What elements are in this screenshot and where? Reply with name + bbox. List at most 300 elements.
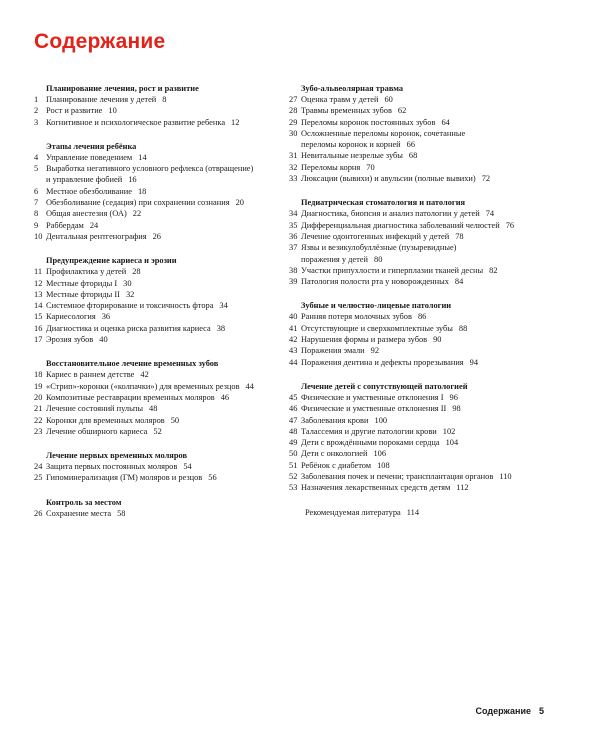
chapter-number: 1 [34, 95, 39, 104]
chapter-number: 15 [34, 312, 43, 322]
chapter-page: 110 [499, 472, 512, 482]
chapter-page: 32 [125, 289, 135, 299]
chapter-title-block [46, 415, 292, 426]
toc-entry[interactable] [289, 448, 579, 459]
chapter-number: 30 [289, 128, 298, 138]
chapter-number: 53 [289, 483, 298, 493]
toc-section [289, 83, 579, 184]
toc-entry[interactable] [289, 334, 579, 345]
chapter-title-block [301, 415, 579, 426]
toc-entry[interactable] [34, 105, 292, 116]
chapter-page: 92 [370, 346, 380, 356]
toc-entry[interactable] [289, 94, 579, 105]
chapter-number: 36 [289, 231, 298, 241]
chapter-page: 54 [183, 462, 192, 472]
chapter-title-block [46, 369, 292, 380]
chapter-title: Язвы и везикулобуллёзные (пузыревидные) [301, 243, 457, 253]
chapter-page: 64 [441, 117, 450, 127]
chapter-title: Заболевания почек и печени; трансплантация органов [301, 472, 494, 482]
chapter-title: Патология полости рта у новорожденных [301, 277, 449, 287]
chapter-title: Переломы коронок постоянных зубов [301, 117, 436, 127]
chapter-page: 86 [417, 312, 427, 322]
toc-entry[interactable] [34, 163, 292, 186]
chapter-title: Кариес в раннем детстве [46, 370, 135, 380]
chapter-title-block [301, 150, 579, 161]
page-title: Содержание [34, 30, 166, 53]
chapter-title-block [301, 403, 579, 414]
toc-right-column [289, 83, 579, 518]
chapter-page: 68 [408, 151, 418, 161]
chapter-page: 108 [377, 460, 390, 470]
chapter-number: 26 [34, 508, 43, 518]
chapter-number: 14 [34, 301, 43, 311]
chapter-title-block [301, 94, 579, 105]
chapter-title: Участки припухлости и гиперплазии тканей десны [301, 265, 484, 275]
chapter-title-continuation-line [301, 254, 579, 265]
chapter-number: 44 [289, 357, 298, 367]
chapter-page: 88 [458, 323, 468, 333]
chapter-title-block [301, 105, 579, 116]
section-heading: Восстановительное лечение временных зубов [46, 359, 219, 369]
chapter-title: Общая анестезия (ОА) [46, 209, 127, 219]
chapter-number: 28 [289, 106, 298, 116]
chapter-page: 28 [132, 267, 141, 277]
toc-entry[interactable] [289, 460, 579, 471]
chapter-page: 76 [505, 220, 515, 230]
chapter-number: 24 [34, 462, 43, 472]
toc-entry[interactable] [34, 197, 292, 208]
chapter-title: Лечение одонтогенных инфекций у детей [301, 231, 450, 241]
toc-entry[interactable] [34, 334, 292, 345]
chapter-title-block [46, 163, 292, 186]
chapter-title-continuation: поражения у детей [301, 254, 368, 264]
chapter-title-continuation-line [46, 174, 292, 185]
chapter-title-block [46, 117, 292, 128]
toc-entry[interactable] [289, 117, 579, 128]
chapter-number: 21 [34, 404, 43, 414]
chapter-title-block [46, 508, 292, 519]
section-heading: Этапы лечения ребёнка [46, 141, 137, 151]
chapter-page: 46 [220, 392, 230, 402]
chapter-title: Эрозия зубов [46, 335, 94, 345]
chapter-title: Местное обезболивание [46, 186, 132, 196]
toc-entry[interactable] [34, 392, 292, 403]
chapter-title-block [301, 437, 579, 448]
chapter-title-block [301, 471, 579, 482]
section-heading: Зубо-альвеолярная травма [301, 84, 404, 93]
chapter-title: Люксации (вывихи) и авульсии (полные вывихи) [301, 174, 476, 184]
chapter-page: 82 [489, 265, 498, 275]
chapter-title: Гипоминерализация (ГМ) моляров и резцов [46, 473, 203, 483]
chapter-page: 16 [128, 175, 137, 185]
toc-entry[interactable] [289, 323, 579, 334]
chapter-page: 58 [117, 508, 126, 518]
toc-entry[interactable] [289, 415, 579, 426]
chapter-page: 24 [89, 220, 99, 230]
chapter-number: 3 [34, 117, 39, 127]
chapter-number: 34 [289, 209, 298, 219]
toc-entry[interactable] [34, 278, 292, 289]
toc-entry[interactable] [289, 345, 579, 356]
chapter-page: 38 [216, 323, 226, 333]
toc-entry[interactable] [34, 381, 292, 392]
toc-entry[interactable] [34, 369, 292, 380]
chapter-number: 43 [289, 346, 298, 356]
chapter-page: 94 [469, 357, 479, 367]
toc-entry[interactable] [289, 128, 579, 151]
chapter-number: 6 [34, 186, 39, 196]
chapter-number: 33 [289, 174, 298, 184]
chapter-number: 40 [289, 312, 298, 322]
recommended-literature-label: Рекомендуемая литература [305, 507, 401, 517]
section-heading: Предупреждение кариеса и эрозии [46, 256, 177, 266]
chapter-title: Ранняя потеря молочных зубов [301, 312, 412, 322]
toc-entry[interactable] [34, 426, 292, 437]
toc-entry[interactable] [289, 403, 579, 414]
chapter-title-block [301, 357, 579, 368]
section-heading: Лечение детей с сопутствующей патологией [301, 381, 468, 391]
chapter-title: Отсутствующие и сверхкомплектные зубы [301, 323, 453, 333]
chapter-title-block [301, 448, 579, 459]
chapter-title-block [46, 105, 292, 116]
chapter-title-continuation: переломы коронок и корней [301, 140, 401, 150]
chapter-title-block [301, 460, 579, 471]
chapter-title-block [301, 231, 579, 242]
toc-entry[interactable] [34, 94, 292, 105]
toc-entry[interactable] [289, 162, 579, 173]
chapter-number: 45 [289, 392, 298, 402]
chapter-title: Лечение обширного кариеса [46, 426, 148, 436]
toc-entry[interactable] [34, 152, 292, 163]
chapter-number: 39 [289, 277, 298, 287]
section-heading: Педиатрическая стоматология и патология [301, 198, 466, 208]
chapter-page: 74 [485, 209, 495, 219]
page-footer [476, 706, 544, 716]
chapter-title-block [46, 152, 292, 163]
toc-entry[interactable] [289, 426, 579, 437]
chapter-page: 98 [452, 404, 461, 414]
toc-entry[interactable] [289, 220, 579, 231]
chapter-title: Когнитивное и психологическое развитие ребенка [46, 117, 226, 127]
chapter-number: 19 [34, 381, 43, 391]
chapter-title-continuation: и управление фобией [46, 175, 123, 185]
chapter-number: 18 [34, 370, 43, 380]
chapter-title: Обезболивание (седация) при сохранении сознания [46, 198, 230, 208]
chapter-title: Местные фториды II [46, 289, 120, 299]
chapter-title: Осложненные переломы коронок, сочетанные [301, 128, 466, 138]
chapter-number: 48 [289, 426, 298, 436]
chapter-title: Переломы корня [301, 162, 361, 172]
chapter-number: 16 [34, 323, 43, 333]
recommended-literature-page: 114 [406, 507, 420, 517]
toc-entry[interactable] [34, 208, 292, 219]
toc-entry[interactable] [289, 357, 579, 368]
chapter-number: 50 [289, 449, 298, 459]
toc-section [34, 497, 292, 519]
chapter-title-block [46, 392, 292, 403]
chapter-title: Управление поведением [46, 152, 133, 162]
toc-entry[interactable] [34, 289, 292, 300]
toc-entry[interactable] [34, 415, 292, 426]
chapter-title: Профилактика у детей [46, 267, 127, 277]
chapter-title: «Стрип»-коронки («колпачки») для временных резцов [46, 381, 240, 391]
chapter-number: 37 [289, 243, 298, 253]
chapter-page: 18 [137, 186, 147, 196]
chapter-number: 12 [34, 278, 43, 288]
chapter-title-block [301, 323, 579, 334]
chapter-title-block [301, 482, 579, 493]
chapter-page: 84 [454, 277, 464, 287]
chapter-title-block [46, 472, 292, 483]
chapter-title: Сохранение места [46, 508, 112, 518]
chapter-title-block [301, 162, 579, 173]
toc-entry[interactable] [289, 482, 579, 493]
chapter-title: Кариесология [46, 312, 96, 322]
chapter-number: 23 [34, 426, 43, 436]
chapter-title: Нарушения формы и размера зубов [301, 335, 428, 345]
chapter-number: 42 [289, 335, 298, 345]
chapter-title: Дети с онкологией [301, 449, 368, 459]
chapter-number: 2 [34, 106, 39, 116]
chapter-title-block [301, 117, 579, 128]
toc-section [289, 300, 579, 367]
chapter-title: Поражения дентина и дефекты прорезывания [301, 357, 464, 367]
chapter-title: Диагностика, биопсия и анализ патологии у детей [301, 209, 480, 219]
chapter-title: Системное фторирование и токсичность фтора [46, 301, 214, 311]
chapter-title: Защита первых постоянных моляров [46, 462, 178, 472]
chapter-page: 104 [445, 438, 459, 448]
toc-section [34, 450, 292, 484]
toc-section [289, 197, 579, 287]
recommended-literature[interactable] [305, 507, 579, 518]
chapter-number: 35 [289, 220, 298, 230]
chapter-number: 9 [34, 220, 39, 230]
chapter-page: 42 [140, 370, 149, 380]
chapter-title-block [46, 323, 292, 334]
section-heading: Лечение первых временных моляров [46, 451, 187, 461]
toc-section [34, 83, 292, 128]
chapter-number: 27 [289, 95, 298, 104]
section-heading: Планирование лечения, рост и развитие [46, 84, 199, 93]
toc-entry[interactable] [289, 437, 579, 448]
chapter-page: 80 [374, 254, 383, 264]
chapter-title-block [301, 208, 579, 219]
chapter-page: 90 [433, 335, 442, 345]
chapter-title-block [301, 426, 579, 437]
chapter-title-continuation-line [301, 139, 579, 150]
chapter-number: 51 [289, 460, 298, 470]
chapter-title-block [46, 208, 292, 219]
chapter-title: Композитные реставрации временных моляров [46, 392, 215, 402]
chapter-title-block [301, 242, 579, 265]
chapter-page: 36 [101, 312, 111, 322]
chapter-number: 32 [289, 162, 298, 172]
chapter-page: 72 [481, 174, 491, 184]
toc-entry[interactable] [289, 392, 579, 403]
chapter-number: 4 [34, 152, 39, 162]
chapter-title: Назначения лекарственных средств детям [301, 483, 451, 493]
chapter-title: Планирование лечения у детей [46, 95, 157, 104]
chapter-page: 12 [231, 117, 240, 127]
chapter-page: 112 [456, 483, 469, 493]
chapter-page: 106 [373, 449, 387, 459]
toc-entry[interactable] [34, 220, 292, 231]
chapter-title-block [46, 461, 292, 472]
chapter-title-block [46, 334, 292, 345]
chapter-title-block [46, 300, 292, 311]
chapter-number: 22 [34, 415, 43, 425]
chapter-page: 50 [170, 415, 180, 425]
toc-entry[interactable] [289, 311, 579, 322]
toc-entry[interactable] [34, 323, 292, 334]
section-heading: Зубные и челюстно-лицевые патологии [301, 301, 452, 311]
chapter-title: Оценка травм у детей [301, 95, 379, 104]
chapter-page: 66 [406, 140, 416, 150]
chapter-page: 102 [442, 426, 456, 436]
chapter-number: 46 [289, 404, 298, 414]
chapter-page: 14 [138, 152, 147, 162]
toc-section [34, 141, 292, 242]
chapter-title: Физические и умственные отклонения II [301, 404, 447, 414]
chapter-title-block [46, 220, 292, 231]
chapter-title-block [46, 403, 292, 414]
toc-entry[interactable] [34, 231, 292, 242]
chapter-title-block [301, 334, 579, 345]
toc-entry[interactable] [34, 508, 292, 519]
footer-label: Содержание [475, 706, 531, 716]
section-heading: Контроль за местом [46, 497, 122, 507]
chapter-number: 52 [289, 472, 298, 482]
chapter-title: Местные фториды I [46, 278, 118, 288]
chapter-number: 41 [289, 323, 298, 333]
chapter-title-block [46, 311, 292, 322]
chapter-page: 48 [149, 404, 158, 414]
chapter-title-block [46, 231, 292, 242]
toc-entry[interactable] [34, 403, 292, 414]
chapter-title: Дентальная рентгенография [46, 231, 147, 241]
chapter-number: 8 [34, 209, 39, 219]
toc-entry[interactable] [289, 265, 579, 276]
chapter-page: 26 [152, 231, 161, 241]
chapter-title: Рост и развитие [46, 106, 103, 116]
chapter-page: 62 [397, 106, 407, 116]
chapter-title: Коронки для временных моляров [46, 415, 165, 425]
chapter-title-block [301, 220, 579, 231]
toc-entry[interactable] [289, 276, 579, 287]
chapter-title-block [46, 197, 292, 208]
toc-section [289, 381, 579, 494]
chapter-page: 60 [384, 95, 393, 104]
toc-entry[interactable] [34, 300, 292, 311]
chapter-page: 10 [108, 106, 117, 116]
chapter-number: 25 [34, 473, 43, 483]
chapter-page: 20 [235, 198, 244, 208]
chapter-page: 8 [162, 95, 167, 104]
chapter-page: 34 [219, 301, 228, 311]
chapter-title: Дифференциальная диагностика заболеваний челюстей [301, 220, 500, 230]
chapter-number: 5 [34, 164, 39, 174]
chapter-title: Физические и умственные отклонения I [301, 392, 444, 402]
toc-entry[interactable] [34, 461, 292, 472]
chapter-title-block [46, 186, 292, 197]
toc-entry[interactable] [34, 311, 292, 322]
chapter-page: 56 [208, 473, 217, 483]
chapter-number: 31 [289, 151, 298, 161]
chapter-title: Выработка негативного условного рефлекса (отвращение) [46, 164, 254, 174]
chapter-title-block [301, 173, 579, 184]
toc-entry[interactable] [289, 471, 579, 482]
chapter-number: 7 [34, 198, 39, 208]
toc-entry[interactable] [34, 472, 292, 483]
chapter-title-block [46, 278, 292, 289]
toc-section [34, 255, 292, 345]
chapter-number: 38 [289, 265, 298, 275]
chapter-number: 10 [34, 231, 43, 241]
chapter-title: Дети с врождёнными пороками сердца [301, 438, 440, 448]
chapter-title-block [301, 392, 579, 403]
chapter-title-block [301, 311, 579, 322]
toc-left-column [34, 83, 292, 532]
chapter-title-block [301, 265, 579, 276]
chapter-title: Ребёнок с диабетом [301, 460, 372, 470]
chapter-page: 96 [449, 392, 458, 402]
chapter-number: 29 [289, 117, 298, 127]
chapter-title: Раббердам [46, 220, 84, 230]
chapter-page: 78 [455, 231, 464, 241]
toc-section [34, 358, 292, 437]
chapter-title-block [46, 426, 292, 437]
chapter-number: 11 [34, 267, 43, 277]
chapter-title: Заболевания крови [301, 415, 369, 425]
toc-entry[interactable] [289, 242, 579, 265]
toc-entry[interactable] [34, 186, 292, 197]
chapter-number: 13 [34, 289, 43, 299]
chapter-title: Диагностика и оценка риска развития кариеса [46, 323, 211, 333]
toc-entry[interactable] [289, 231, 579, 242]
chapter-title: Поражения эмали [301, 346, 365, 356]
chapter-title-block [46, 289, 292, 300]
chapter-page: 70 [366, 162, 375, 172]
toc-entry[interactable] [289, 173, 579, 184]
toc-entry[interactable] [289, 105, 579, 116]
toc-entry[interactable] [34, 266, 292, 277]
chapter-page: 40 [99, 335, 108, 345]
chapter-number: 20 [34, 392, 43, 402]
toc-entry[interactable] [289, 208, 579, 219]
chapter-title-block [301, 128, 579, 151]
chapter-title-block [46, 266, 292, 277]
chapter-page: 30 [123, 278, 132, 288]
chapter-page: 22 [132, 209, 142, 219]
chapter-title-block [46, 381, 292, 392]
chapter-title-block [46, 94, 292, 105]
chapter-title-block [301, 345, 579, 356]
footer-page-number: 5 [538, 706, 544, 716]
chapter-title: Невитальные незрелые зубы [301, 151, 403, 161]
chapter-number: 49 [289, 438, 298, 448]
chapter-number: 47 [289, 415, 298, 425]
chapter-title: Талассемия и другие патологии крови [301, 426, 437, 436]
chapter-title: Травмы временных зубов [301, 106, 392, 116]
chapter-title: Лечение состояний пульпы [46, 404, 144, 414]
chapter-number: 17 [34, 335, 43, 345]
toc-entry[interactable] [289, 150, 579, 161]
chapter-title-block [301, 276, 579, 287]
chapter-page: 52 [153, 426, 162, 436]
chapter-page: 100 [374, 415, 388, 425]
toc-entry[interactable] [34, 117, 292, 128]
chapter-page: 44 [245, 381, 254, 391]
